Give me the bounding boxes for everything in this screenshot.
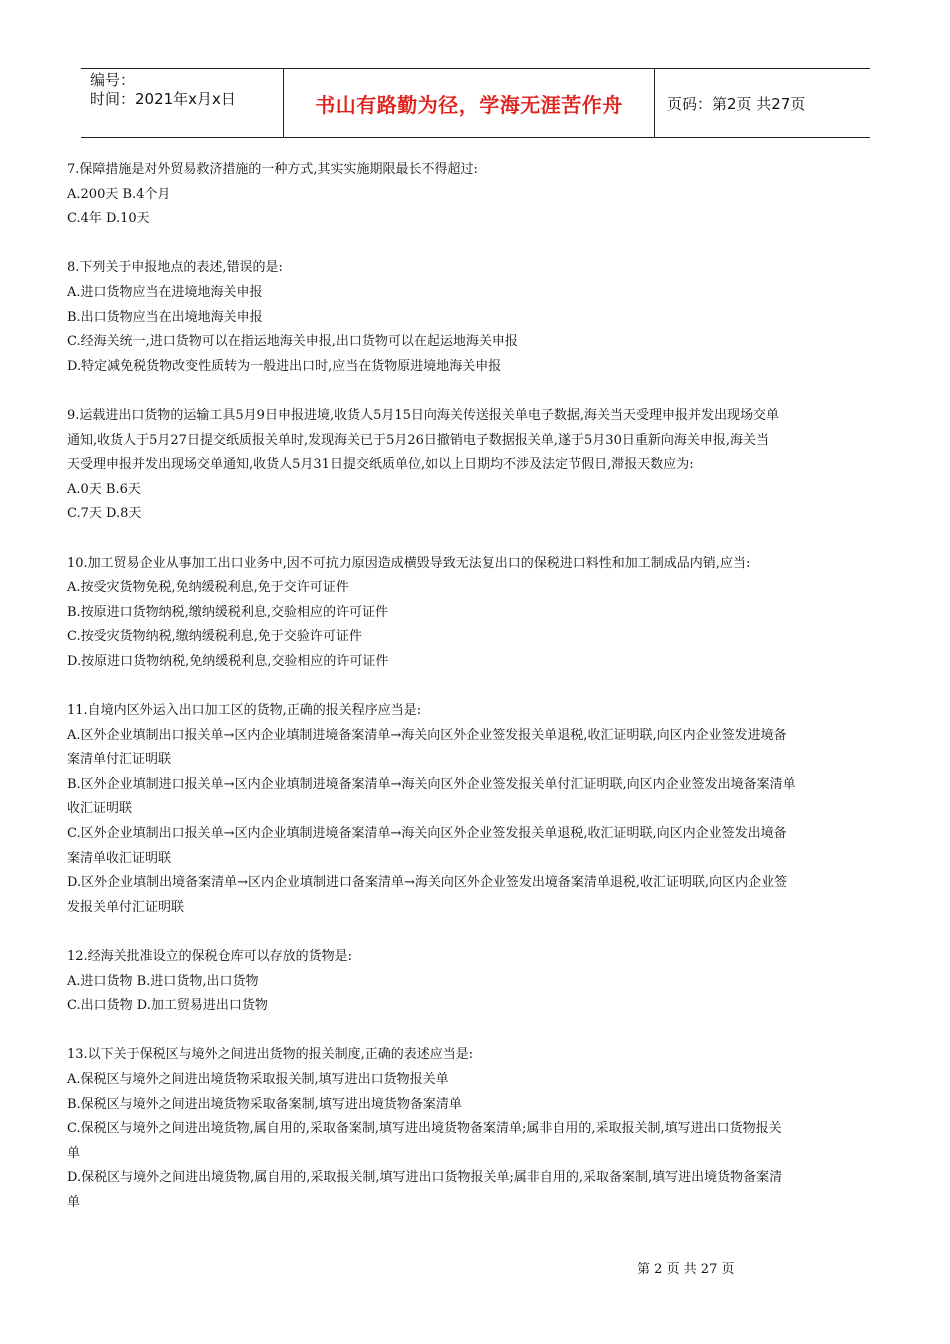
question-line: 单 <box>67 1194 81 1210</box>
question-block <box>67 404 882 527</box>
question-text: 8.下列关于申报地点的表述,错误的是: <box>67 260 283 276</box>
question-text: 9.运载进出口货物的运输工具5月9日申报进境,收货人5月15日向海关传送报关单电子数据,海关当天受理申报并发出现场交单 <box>67 407 780 423</box>
question-line: B.保税区与境外之间进出境货物采取备案制,填写进出境货物备案清单 <box>67 1096 462 1112</box>
question-line: 收汇证明联 <box>67 801 133 817</box>
question-spacer <box>67 1019 882 1044</box>
question-list <box>67 158 882 1216</box>
question-text: 13.以下关于保税区与境外之间进出货物的报关制度,正确的表述应当是: <box>67 1047 474 1063</box>
header-page-cell <box>655 69 870 137</box>
question-line: 通知,收货人于5月27日提交纸质报关单时,发现海关已于5月26日撤销电子数据报关单,遂于5月30日重新向海关申报,海关当 <box>67 432 769 448</box>
footer-page-number: 第 2 页 共 27 页 <box>637 1262 735 1277</box>
question-line: 发报关单付汇证明联 <box>67 899 185 915</box>
question-block <box>67 945 882 1019</box>
question-line: D.特定减免税货物改变性质转为一般进出口时,应当在货物原进境地海关申报 <box>67 358 502 374</box>
question-line: A.保税区与境外之间进出境货物采取报关制,填写进出口货物报关单 <box>67 1071 449 1087</box>
question-text: 12.经海关批准设立的保税仓库可以存放的货物是: <box>67 949 353 964</box>
question-block <box>67 256 882 379</box>
question-block <box>67 552 882 675</box>
header-meta <box>81 69 283 137</box>
question-spacer <box>67 674 882 699</box>
question-block <box>67 158 882 232</box>
question-line: C.区外企业填制出口报关单→区内企业填制进境备案清单→海关向区外企业签发报关单退税,收汇证明联,向区内企业签发出境备 <box>67 826 787 842</box>
question-line: B.按原进口货物纳税,缴纳缓税利息,交验相应的许可证件 <box>67 604 388 620</box>
question-line: 单 <box>67 1145 81 1161</box>
question-line: C.按受灾货物纳税,缴纳缓税利息,免于交验许可证件 <box>67 629 362 645</box>
question-line: 案清单付汇证明联 <box>67 752 172 768</box>
question-block <box>67 699 882 920</box>
question-line: B.区外企业填制进口报关单→区内企业填制进境备案清单→海关向区外企业签发报关单付汇证明联,向区内企业签发出境备案清单 <box>67 776 796 792</box>
header-motto-cell <box>283 69 655 137</box>
document-header <box>81 68 870 138</box>
question-line: D.保税区与境外之间进出境货物,属自用的,采取报关制,填写进出口货物报关单;属非自用的,采取备案制,填写进出境货物备案清 <box>67 1170 783 1186</box>
question-line: A.区外企业填制出口报关单→区内企业填制进境备案清单→海关向区外企业签发报关单退税,收汇证明联,向区内企业签发进境备 <box>67 727 787 743</box>
page-info: 页码：第2页 共27页 <box>667 94 806 113</box>
question-line: A.0天 B.6天 <box>67 481 141 497</box>
question-line: A.按受灾货物免税,免纳缓税利息,免于交许可证件 <box>67 580 349 596</box>
question-line: B.出口货物应当在出境地海关申报 <box>67 309 263 325</box>
question-line: 天受理申报并发出现场交单通知,收货人5月31日提交纸质单位,如以上日期均不涉及法定节假日,滞报天数应为: <box>67 457 694 473</box>
question-line: C.出口货物 D.加工贸易进出口货物 <box>67 998 268 1014</box>
question-line: C.7天 D.8天 <box>67 506 142 522</box>
question-line: C.保税区与境外之间进出境货物,属自用的,采取备案制,填写进出境货物备案清单;属非自用的,采取报关制,填写进出口货物报关 <box>67 1121 782 1137</box>
question-line: D.区外企业填制出境备案清单→区内企业填制进口备案清单→海关向区外企业签发出境备案清单退税,收汇证明联,向区内企业签 <box>67 875 788 891</box>
date-line: 时间：2021年x月x日 <box>90 90 236 108</box>
question-block <box>67 1043 882 1215</box>
question-spacer <box>67 527 882 552</box>
question-line: D.按原进口货物纳税,免纳缓税利息,交验相应的许可证件 <box>67 653 389 669</box>
question-line: A.进口货物应当在进境地海关申报 <box>67 284 263 300</box>
question-text: 11.自境内区外运入出口加工区的货物,正确的报关程序应当是: <box>67 703 422 719</box>
question-spacer <box>67 379 882 404</box>
question-line: C.4年 D.10天 <box>67 211 150 227</box>
question-line: 案清单收汇证明联 <box>67 850 172 866</box>
question-spacer <box>67 920 882 945</box>
question-line: C.经海关统一,进口货物可以在指运地海关申报,出口货物可以在起运地海关申报 <box>67 334 518 350</box>
question-line: A.进口货物 B.进口货物,出口货物 <box>67 973 259 989</box>
question-line: A.200天 B.4个月 <box>67 186 171 202</box>
question-text: 10.加工贸易企业从事加工出口业务中,因不可抗力原因造成横毁导致无法复出口的保税进口料性和加工制成品内销,应当: <box>67 555 751 571</box>
question-spacer <box>67 232 882 257</box>
motto: 书山有路勤为径，学海无涯苦作舟 <box>315 92 623 117</box>
code-label: 编号： <box>90 71 136 89</box>
question-text: 7.保障措施是对外贸易救济措施的一种方式,其实实施期限最长不得超过: <box>67 162 478 177</box>
